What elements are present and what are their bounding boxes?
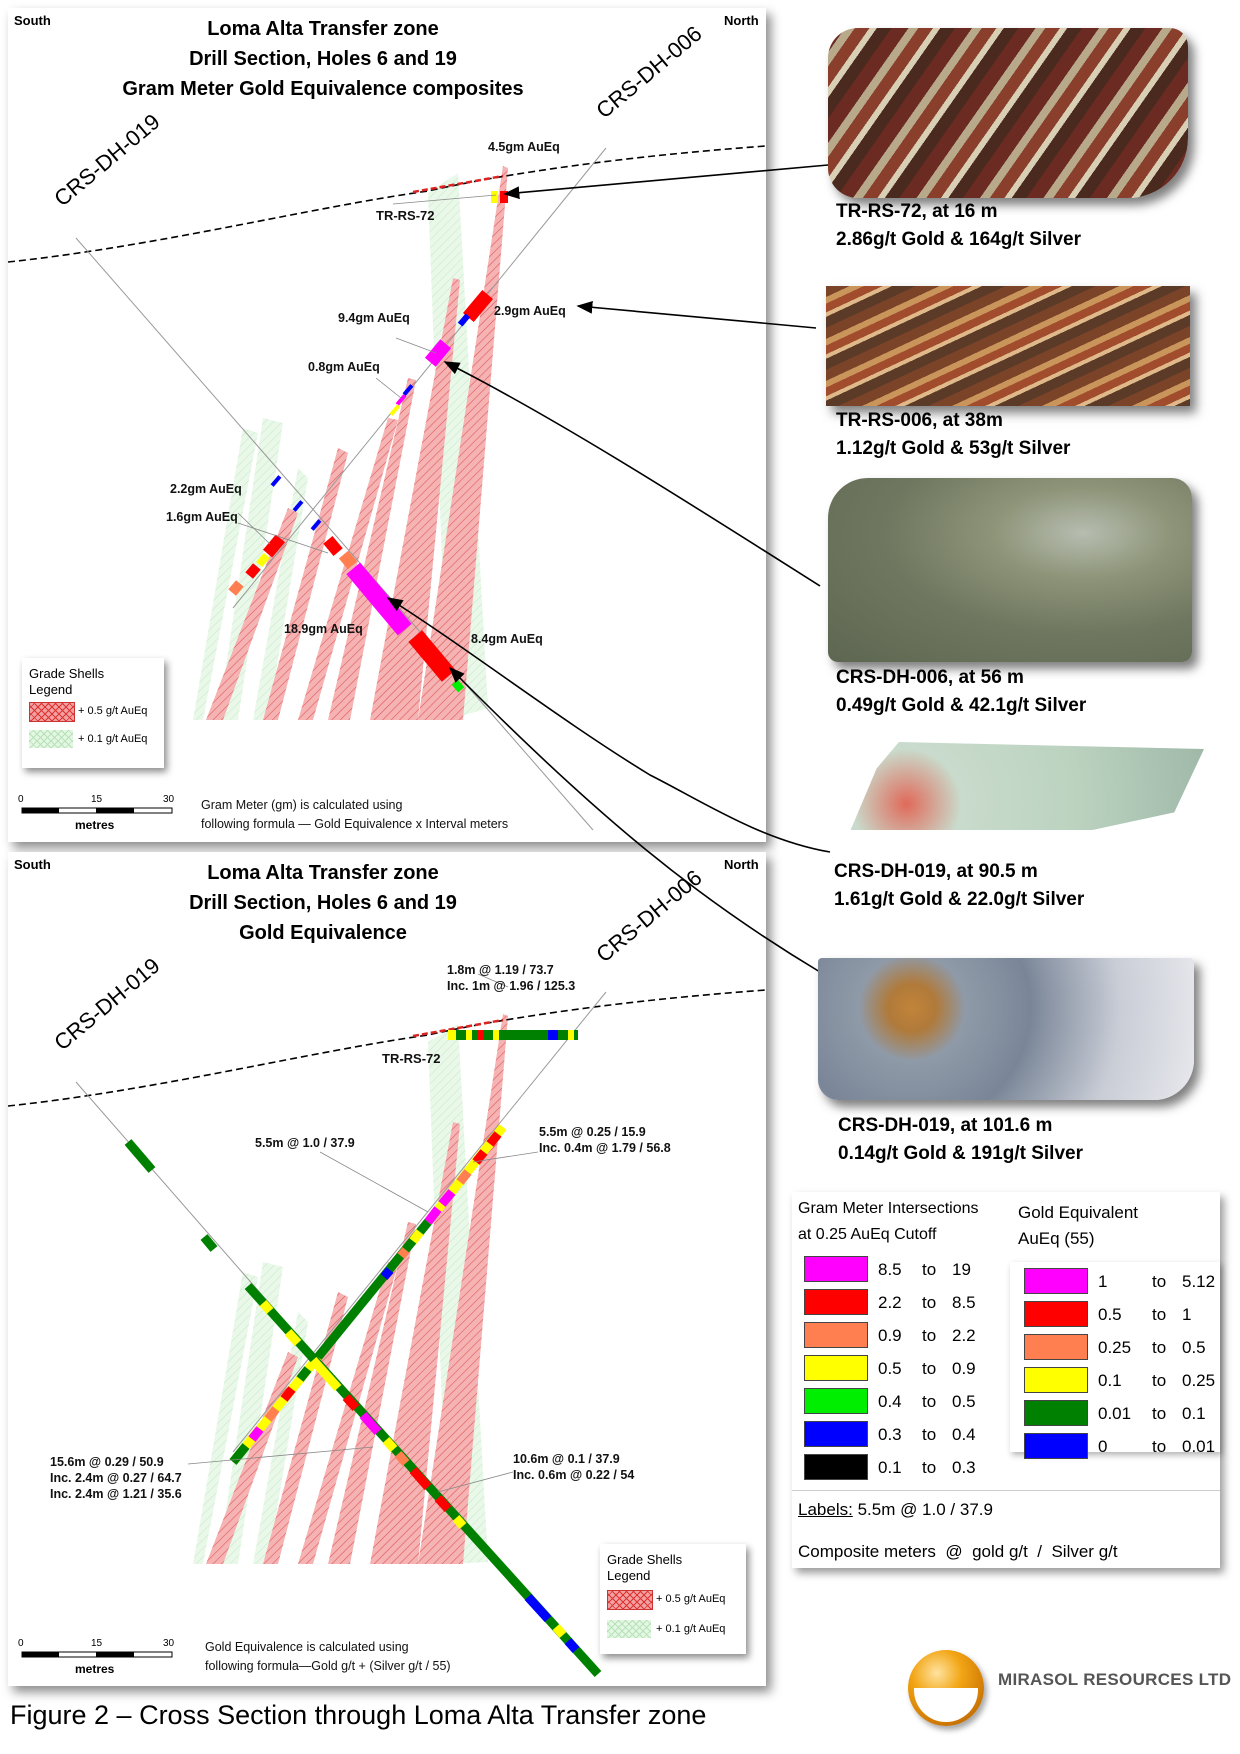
legend-swatch-low	[607, 1620, 651, 1638]
sample-caption-3	[836, 664, 1086, 720]
hole-label-right: CRS-DH-006	[591, 20, 707, 124]
ge-key-row	[1024, 1433, 1224, 1461]
ge-key-to: 0.5	[1182, 1338, 1206, 1357]
scale-tick-15: 15	[91, 1638, 103, 1649]
scale-bar	[22, 808, 172, 813]
ge-key-to: 0.1	[1182, 1404, 1206, 1423]
ge-key-to: 0.01	[1182, 1437, 1216, 1456]
sample-5-label: CRS-DH-019, at 101.6 m	[838, 1115, 1053, 1136]
gm-key-row	[804, 1322, 1004, 1350]
compass-orb-logo	[908, 1650, 984, 1726]
ge-key-row	[1024, 1334, 1224, 1362]
ge-key-from: 0.25	[1098, 1338, 1132, 1357]
sample-1-label: TR-RS-72, at 16 m	[836, 201, 998, 222]
ge-key-to-word: to	[1152, 1437, 1167, 1456]
gm-key-row	[804, 1289, 1004, 1317]
gm-key-title	[798, 1196, 979, 1248]
gm-key-to-word: to	[922, 1392, 937, 1411]
ann-2-9gm: 2.9gm AuEq	[494, 304, 566, 318]
ann-left-low-line-1: 15.6m @ 0.29 / 50.9	[50, 1455, 164, 1469]
legend-item-high: + 0.5 g/t AuEq	[656, 1593, 726, 1605]
gm-key-swatch	[804, 1355, 868, 1381]
legend-swatch-high	[607, 1590, 653, 1610]
gm-key-swatch	[804, 1421, 868, 1447]
ge-key-title-line-2: AuEq (55)	[1018, 1229, 1095, 1248]
gm-key-to-word: to	[922, 1260, 937, 1279]
sample-1-assay: 2.86g/t Gold & 164g/t Silver	[836, 229, 1081, 250]
legend-title: Grade Shells Legend	[29, 666, 105, 697]
ann-left-low-line-2: Inc. 2.4m @ 0.27 / 64.7	[50, 1471, 182, 1485]
note-line-1: Gram Meter (gm) is calculated using	[201, 798, 403, 812]
ann-1-6gm: 1.6gm AuEq	[166, 510, 238, 524]
north-label: North	[724, 857, 759, 872]
scale-unit: metres	[75, 1662, 115, 1676]
composite-line: Composite meters @ gold g/t / Silver g/t	[798, 1542, 1118, 1561]
ge-key-to-word: to	[1152, 1272, 1167, 1291]
gm-key-swatch	[804, 1256, 868, 1282]
sample-photo-3	[828, 478, 1192, 662]
figure-caption: Figure 2 – Cross Section through Loma Alta Transfer zone	[10, 1700, 707, 1730]
gm-key-swatch	[804, 1388, 868, 1414]
sample-photo-1	[828, 28, 1188, 198]
ann-trench-line-2: Inc. 1m @ 1.96 / 125.3	[447, 979, 576, 993]
hole-label-left: CRS-DH-019	[49, 108, 165, 212]
gm-key-from: 0.1	[878, 1458, 902, 1477]
trench-label: TR-RS-72	[376, 208, 435, 223]
hole-label-right: CRS-DH-006	[591, 864, 707, 968]
ge-key-from: 0.1	[1098, 1371, 1122, 1390]
ge-key-swatch	[1024, 1334, 1088, 1360]
ge-key-title-line-1: Gold Equivalent	[1018, 1203, 1139, 1222]
sample-4-assay: 1.61g/t Gold & 22.0g/t Silver	[834, 889, 1085, 910]
ann-right-mid	[539, 1124, 671, 1156]
hole-label-left: CRS-DH-019	[49, 952, 165, 1056]
ann-2-2gm: 2.2gm AuEq	[170, 482, 242, 496]
ge-key-swatch	[1024, 1433, 1088, 1459]
gm-key-to-word: to	[922, 1458, 937, 1477]
title-line-2: Drill Section, Holes 6 and 19	[189, 48, 457, 70]
ge-key-to: 5.12	[1182, 1272, 1216, 1291]
sample-5-assay: 0.14g/t Gold & 191g/t Silver	[838, 1143, 1083, 1164]
ge-key-to-word: to	[1152, 1305, 1167, 1324]
gm-key-row	[804, 1421, 1004, 1449]
ann-right-mid-line-1: 5.5m @ 0.25 / 15.9	[539, 1125, 646, 1139]
ge-key-to: 0.25	[1182, 1371, 1216, 1390]
scale-tick-0: 0	[18, 1638, 24, 1649]
title-line-1: Loma Alta Transfer zone	[207, 18, 439, 40]
gm-key-row	[804, 1388, 1004, 1416]
south-label: South	[14, 13, 51, 28]
gm-key-from: 8.5	[878, 1260, 902, 1279]
gm-key-to: 0.5	[952, 1392, 976, 1411]
grade-shell-legend	[22, 658, 164, 768]
gm-key-to: 8.5	[952, 1293, 976, 1312]
ann-right-mid-line-2: Inc. 0.4m @ 1.79 / 56.8	[539, 1141, 671, 1155]
ge-key-swatch	[1024, 1268, 1088, 1294]
sample-2-label: TR-RS-006, at 38m	[836, 410, 1003, 431]
company-logo-text: MIRASOL RESOURCES LTD	[998, 1670, 1232, 1689]
ann-trench-line-1: 1.8m @ 1.19 / 73.7	[447, 963, 554, 977]
ann-0-8gm: 0.8gm AuEq	[308, 360, 380, 374]
ann-right-low	[513, 1451, 634, 1483]
sample-2-assay: 1.12g/t Gold & 53g/t Silver	[836, 438, 1071, 459]
note-line-1: Gold Equivalence is calculated using	[205, 1640, 409, 1654]
gm-key-to-word: to	[922, 1359, 937, 1378]
legend-item-high: + 0.5 g/t AuEq	[78, 705, 148, 717]
formula-note	[205, 1638, 451, 1676]
legend-item-low: + 0.1 g/t AuEq	[78, 733, 148, 745]
color-key-panel	[792, 1192, 1220, 1568]
gm-key-to-word: to	[922, 1326, 937, 1345]
gm-key-to: 19	[952, 1260, 971, 1279]
ge-key-swatch	[1024, 1367, 1088, 1393]
ann-4-5gm: 4.5gm AuEq	[488, 140, 560, 154]
title-line-1: Loma Alta Transfer zone	[207, 862, 439, 884]
ge-key-row	[1024, 1400, 1224, 1428]
sample-photo-4	[832, 742, 1204, 830]
sample-photo-5	[818, 958, 1194, 1100]
logo-orb-white-half	[914, 1688, 978, 1722]
trench-interval-bar	[448, 1030, 578, 1040]
title-line-3: Gram Meter Gold Equivalence composites	[122, 78, 524, 100]
ge-key-title	[1018, 1200, 1138, 1252]
sample-4-label: CRS-DH-019, at 90.5 m	[834, 861, 1038, 882]
ge-key-from: 0.01	[1098, 1404, 1132, 1423]
ann-left-low-line-3: Inc. 2.4m @ 1.21 / 35.6	[50, 1487, 182, 1501]
ge-key-to: 1	[1182, 1305, 1192, 1324]
sample-caption-1	[836, 198, 1081, 254]
sample-3-label: CRS-DH-006, at 56 m	[836, 667, 1024, 688]
section-title	[8, 858, 638, 948]
gm-key-to-word: to	[922, 1293, 937, 1312]
gm-key-to: 2.2	[952, 1326, 976, 1345]
gm-key-title-line-2: at 0.25 AuEq Cutoff	[798, 1226, 937, 1243]
ann-18-9gm: 18.9gm AuEq	[284, 622, 363, 636]
ge-key-row	[1024, 1301, 1224, 1329]
title-line-2: Drill Section, Holes 6 and 19	[189, 892, 457, 914]
gm-key-swatch	[804, 1322, 868, 1348]
north-label: North	[724, 13, 759, 28]
top-section-panel	[8, 8, 766, 842]
legend-swatch-high	[29, 702, 75, 722]
gm-key-from: 2.2	[878, 1293, 902, 1312]
sample-3-assay: 0.49g/t Gold & 42.1g/t Silver	[836, 695, 1087, 716]
scale-tick-15: 15	[91, 794, 103, 805]
scale-tick-30: 30	[163, 794, 175, 805]
ann-right-low-line-2: Inc. 0.6m @ 0.22 / 54	[513, 1468, 635, 1482]
grade-shell-legend	[600, 1544, 746, 1654]
ann-left-mid: 5.5m @ 1.0 / 37.9	[255, 1136, 355, 1150]
ge-key-from: 0	[1098, 1437, 1108, 1456]
gm-key-to-word: to	[922, 1425, 937, 1444]
ge-key-to-word: to	[1152, 1371, 1167, 1390]
gm-key-from: 0.5	[878, 1359, 902, 1378]
scale-bar	[22, 1652, 172, 1657]
gm-key-to: 0.9	[952, 1359, 976, 1378]
legend-item-low: + 0.1 g/t AuEq	[656, 1623, 726, 1635]
gm-key-title-line-1: Gram Meter Intersections	[798, 1200, 979, 1217]
sample-caption-4	[834, 858, 1084, 914]
ge-key-to-word: to	[1152, 1404, 1167, 1423]
labels-word: Labels:	[798, 1500, 853, 1519]
gm-key-from: 0.4	[878, 1392, 902, 1411]
ge-key-from: 0.5	[1098, 1305, 1122, 1324]
ann-left-low	[50, 1454, 182, 1502]
key-divider	[792, 1490, 1220, 1491]
south-label: South	[14, 857, 51, 872]
ann-8-4gm: 8.4gm AuEq	[471, 632, 543, 646]
bottom-section-panel	[8, 852, 766, 1686]
gm-key-row	[804, 1454, 1004, 1482]
section-title	[8, 14, 638, 104]
ge-key-swatch	[1024, 1400, 1088, 1426]
legend-title: Grade Shells Legend	[607, 1552, 683, 1583]
scale-tick-30: 30	[163, 1638, 175, 1649]
gm-key-to: 0.3	[952, 1458, 976, 1477]
sample-photo-2	[826, 286, 1190, 406]
gm-key-from: 0.3	[878, 1425, 902, 1444]
labels-line	[798, 1496, 993, 1524]
gm-key-from: 0.9	[878, 1326, 902, 1345]
scale-unit: metres	[75, 818, 115, 832]
sample-caption-2	[836, 407, 1070, 463]
ann-9-4gm: 9.4gm AuEq	[338, 311, 410, 325]
ge-key-swatch	[1024, 1301, 1088, 1327]
trench-label: TR-RS-72	[382, 1051, 441, 1066]
gm-key-swatch	[804, 1289, 868, 1315]
legend-swatch-low	[29, 730, 73, 748]
ge-key-to-word: to	[1152, 1338, 1167, 1357]
ge-key-from: 1	[1098, 1272, 1108, 1291]
note-line-2: following formula — Gold Equivalence x Interval meters	[201, 817, 509, 831]
ann-right-low-line-1: 10.6m @ 0.1 / 37.9	[513, 1452, 620, 1466]
ann-trench	[447, 962, 575, 994]
scale-tick-0: 0	[18, 794, 24, 805]
sample-caption-5	[838, 1112, 1083, 1168]
note-line-2: following formula—Gold g/t + (Silver g/t / 55)	[205, 1659, 451, 1673]
formula-note	[201, 796, 508, 834]
gm-key-swatch	[804, 1454, 868, 1480]
gm-key-to: 0.4	[952, 1425, 976, 1444]
ge-key-row	[1024, 1268, 1224, 1296]
labels-example: 5.5m @ 1.0 / 37.9	[857, 1500, 993, 1519]
title-line-3: Gold Equivalence	[239, 922, 407, 944]
gm-key-row	[804, 1256, 1004, 1284]
ge-key-row	[1024, 1367, 1224, 1395]
gm-key-row	[804, 1355, 1004, 1383]
